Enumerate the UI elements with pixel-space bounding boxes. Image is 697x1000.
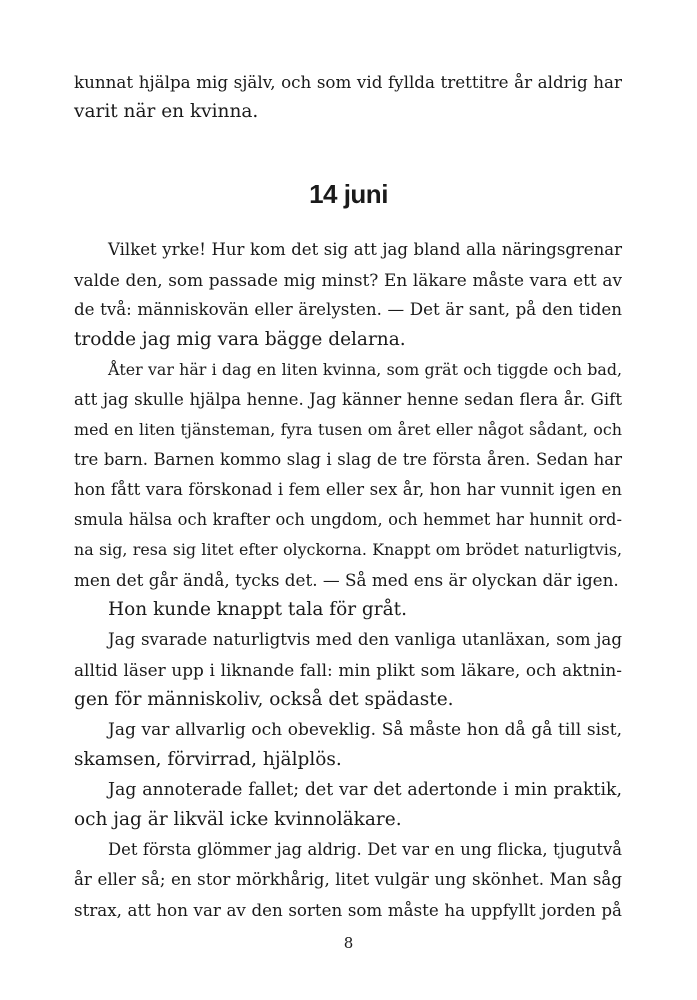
page-number: 8 [343,934,354,952]
text-line: år eller så; en stor mörkhårig, litet vulgär ung skönhet. Man såg [74,870,622,889]
text-line: kunnat hjälpa mig själv, och som vid fyllda trettitre år aldrig har [74,72,622,92]
text-line: Åter var här i dag en liten kvinna, som grät och tiggde och bad, [108,360,622,379]
text-line: och jag är likväl icke kvinnoläkare. [74,809,402,830]
text-line: varit när en kvinna. [74,101,259,122]
text-line: Det första glömmer jag aldrig. Det var en ung flicka, tjugutvå [108,840,622,859]
text-line: Jag svarade naturligtvis med den vanliga utanläxan, som jag [108,630,622,649]
text-line: hon fått vara förskonad i fem eller sex år, hon har vunnit igen en [74,480,622,499]
text-line: trodde jag mig vara bägge delarna. [74,329,406,350]
text-line: att jag skulle hjälpa henne. Jag känner henne sedan flera år. Gift [74,390,622,409]
chapter-heading: 14 juni [309,179,388,209]
text-line: na sig, resa sig litet efter olyckorna. Knappt om brödet naturligtvis, [74,540,622,559]
text-line: med en liten tjänsteman, fyra tusen om året eller något sådant, och [74,420,622,439]
text-line: de två: människovän eller ärelysten. — Det är sant, på den tiden [74,300,622,319]
text-line: Jag var allvarlig och obeveklig. Så måste hon då gå till sist, [108,720,622,740]
text-line: tre barn. Barnen kommo slag i slag de tre första åren. Sedan har [74,450,622,469]
text-line: gen för människoliv, också det spädaste. [74,689,454,710]
text-line: Hon kunde knappt tala för gråt. [108,599,407,620]
text-line: Vilket yrke! Hur kom det sig att jag bland alla näringsgrenar [108,240,622,259]
opening-paragraph [74,67,622,127]
text-line: strax, att hon var av den sorten som måste ha uppfyllt jorden på [74,900,622,920]
body-text [74,235,622,925]
text-line: men det går ändå, tycks det. — Så med ens är olyckan där igen. [74,570,619,590]
text-line: skamsen, förvirrad, hjälplös. [74,749,342,770]
text-line: smula hälsa och krafter och ungdom, och hemmet har hunnit ord- [74,510,622,529]
text-line: valde den, som passade mig minst? En läkare måste vara ett av [74,270,622,290]
text-line: alltid läser upp i liknande fall: min plikt som läkare, och aktnin- [74,660,622,680]
text-line: Jag annoterade fallet; det var det adertonde i min praktik, [108,780,622,800]
